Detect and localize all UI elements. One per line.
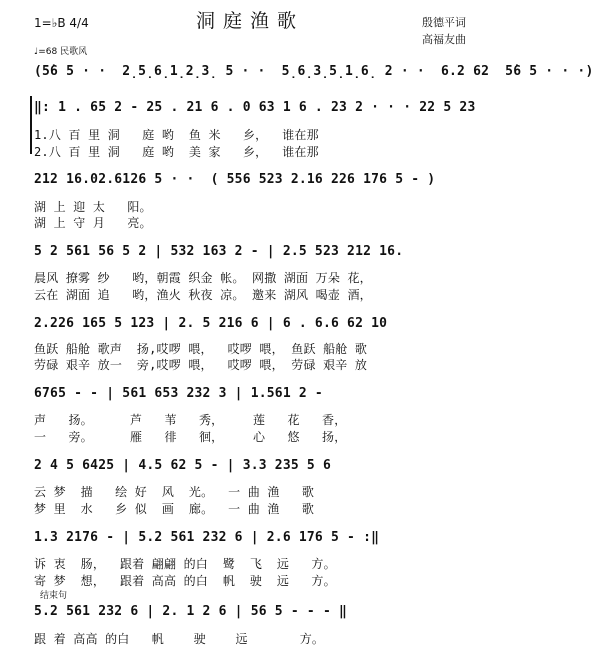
lyric-line: 2.八 百 里 洞 庭 哟 美 家 乡， 谁在那 (34, 145, 319, 159)
notation-line: 2.226 165 5 123 | 2. 5 216 6 | 6 . 6.6 62 10 (34, 316, 388, 331)
notation-line: 5.2 561 232 6 | 2. 1 2 6 | 56 5 - - - ‖ (34, 604, 348, 619)
composer-credit: 高福友曲 (422, 33, 466, 46)
lyric-line: 诉 衷 肠， 跟着 翩翩 的白 鹭 飞 远 方。 (34, 557, 336, 571)
lyric-line: 声 扬。 芦 苇 秀， 莲 花 香， (34, 413, 347, 427)
lyric-line: 湖 上 守 月 亮。 (34, 216, 152, 230)
notation-line: ‖: 1 . 65 2 - 25 . 21 6 . 0 63 1 6 . 23 2 · · · 22 5 23 (34, 100, 476, 115)
notation-line: 6765 - - | 561 653 232 3 | 1.561 2 - (34, 386, 323, 401)
ending-label: 结束句 (40, 591, 68, 601)
lyric-line: 一 旁。 雁 徘 徊， 心 悠 扬， (34, 430, 347, 444)
lyricist-credit: 殷德平词 (422, 16, 466, 29)
lyric-line: 晨风 撩雾 纱 哟，朝霞 织金 帐。 网撒 湖面 万朵 花， (34, 271, 372, 285)
lyric-line: 云 梦 描 绘 好 风 光。 一 曲 渔 歌 (34, 485, 315, 499)
lyric-line: 梦 里 水 乡 似 画 廊。 一 曲 渔 歌 (34, 502, 315, 516)
notation-line: 2 4 5 6425 | 4.5 62 5 - | 3.3 235 5 6 (34, 458, 331, 473)
lyric-line: 1.八 百 里 洞 庭 哟 鱼 米 乡， 谁在那 (34, 128, 319, 142)
lyric-line: 云在 湖面 追 哟，渔火 秋夜 凉。 邀来 湖风 喝壶 酒， (34, 288, 372, 302)
key-time-signature: 1=♭B 4/4 (34, 16, 89, 30)
notation-line: 212 16.02.6126 5 · · ( 556 523 2.16 226 176 5 - ) (34, 172, 436, 187)
lyric-line: 跟 着 高高 的白 帆 驶 远 方。 (34, 632, 325, 646)
tempo-style: ♩=68 民歌风 (34, 47, 88, 57)
notation-line: 5 2 561 56 5 2 | 532 163 2 - | 2.5 523 212 16. (34, 244, 404, 259)
song-title: 洞庭渔歌 (195, 10, 304, 32)
notation-line: (5̇6 5 · · 2̣5̣6̣1̣2̣3̣ 5 · · 5̣6̣3̣5̣1̣6̣ 2 · · 6.2 62 5̇6 5 · · ·) (34, 64, 593, 79)
lyric-line: 寄 梦 想， 跟着 高高 的白 帆 驶 远 方。 (34, 574, 336, 588)
lyric-line: 鱼跃 船舱 歌声 扬,哎啰 喂， 哎啰 喂， 鱼跃 船舱 歌 (34, 342, 368, 356)
lyric-line: 湖 上 迎 太 阳。 (34, 200, 152, 214)
lyric-line: 劳碌 艰辛 放一 旁,哎啰 喂， 哎啰 喂， 劳碌 艰辛 放 (34, 358, 368, 372)
notation-line: 1.3 2176 - | 5.2 561 232 6 | 2.6 176 5 - :‖ (34, 530, 380, 545)
